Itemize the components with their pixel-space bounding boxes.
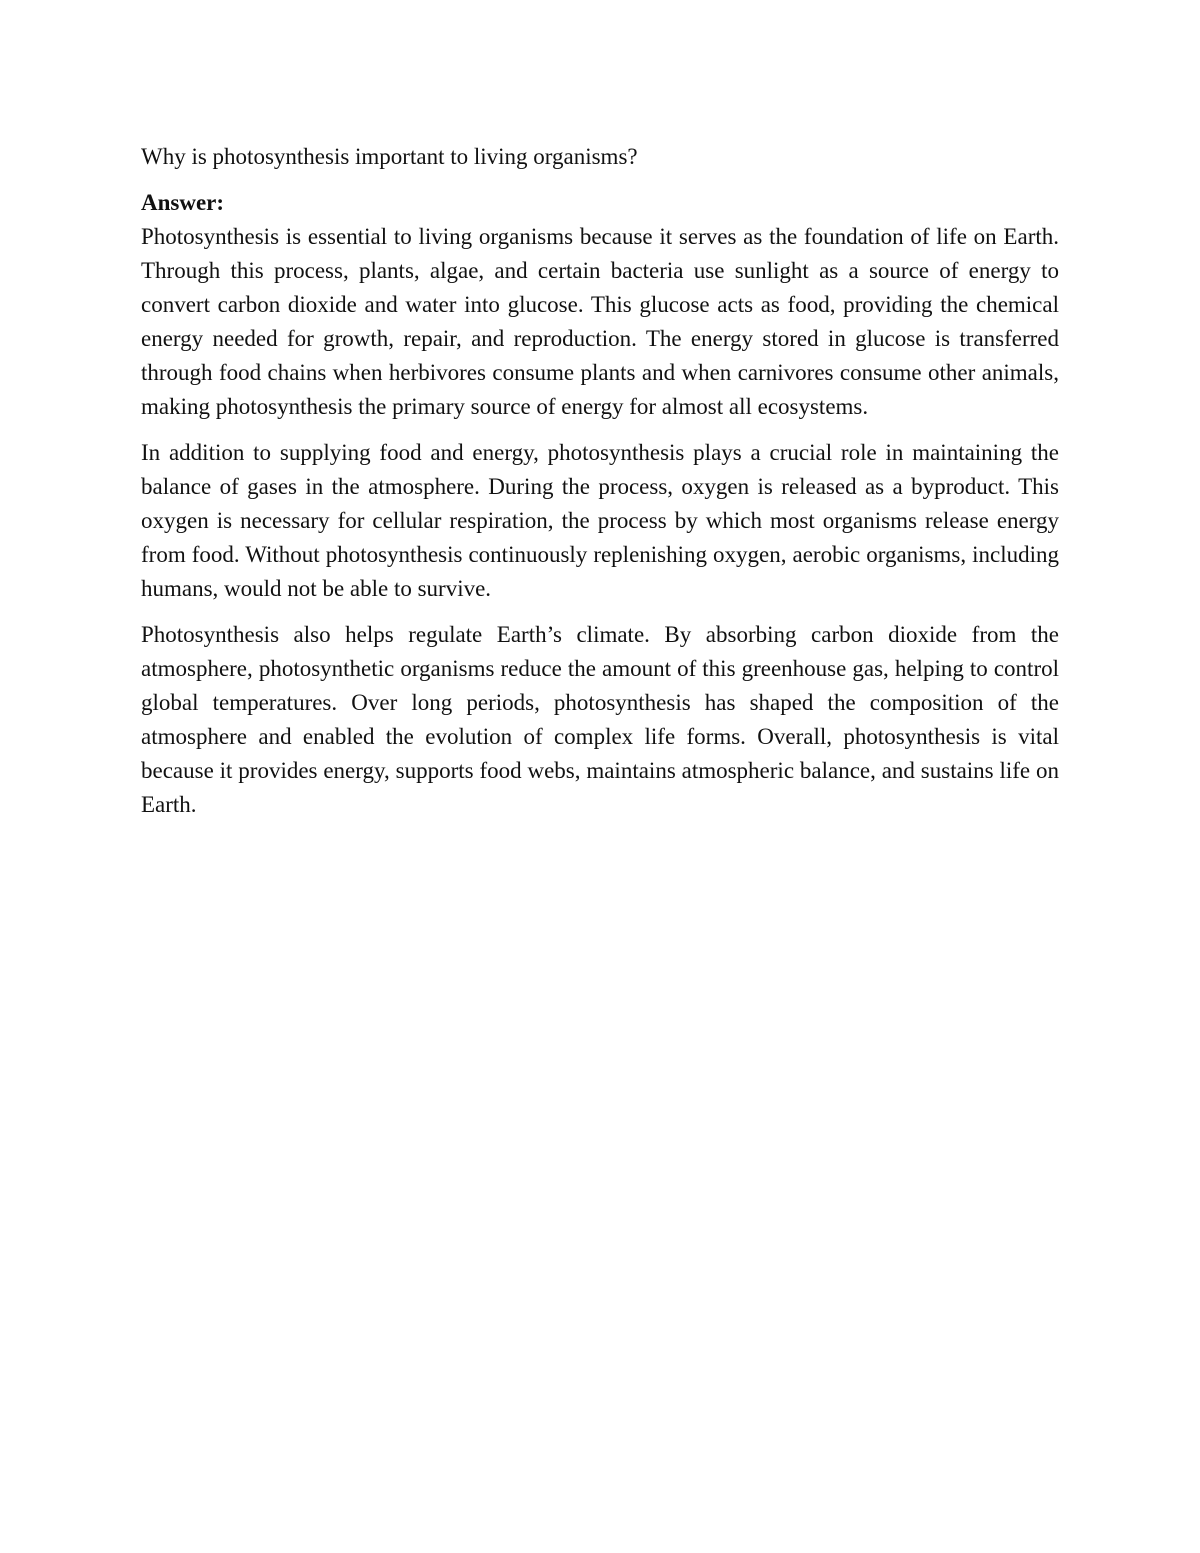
answer-paragraph-3: Photosynthesis also helps regulate Earth’s climate. By absorbing carbon dioxide from the atmosphere, photosynthetic organisms reduce the amount of this greenhouse gas, helping to control global temperatures. Over long periods, photosynthesis has shaped the composition of the atmosphere and enabled the evolution of complex life forms. Overall, photosynthesis is vital because it provides energy, supports food webs, maintains atmospheric balance, and sustains life on Earth.: [141, 622, 1059, 817]
answer-paragraph-1: Photosynthesis is essential to living organisms because it serves as the foundation of life on Earth. Through this process, plants, algae, and certain bacteria use sunlight as a source of energy to convert carbon dioxide and water into glucose. This glucose acts as food, providing the chemical energy needed for growth, repair, and reproduction. The energy stored in glucose is transferred through food chains when herbivores consume plants and when carnivores consume other animals, making photosynthesis the primary source of energy for almost all ecosystems.: [141, 224, 1059, 419]
document-page: [141, 140, 1059, 834]
question-text: Why is photosynthesis important to living organisms?: [141, 144, 638, 169]
answer-paragraph-2: In addition to supplying food and energy, photosynthesis plays a crucial role in maintaining the balance of gases in the atmosphere. During the process, oxygen is released as a byproduct. This oxygen is necessary for cellular respiration, the process by which most organisms release energy from food. Without photosynthesis continuously replenishing oxygen, aerobic organisms, including humans, would not be able to survive.: [141, 440, 1059, 601]
answer-label: Answer:: [141, 190, 225, 215]
